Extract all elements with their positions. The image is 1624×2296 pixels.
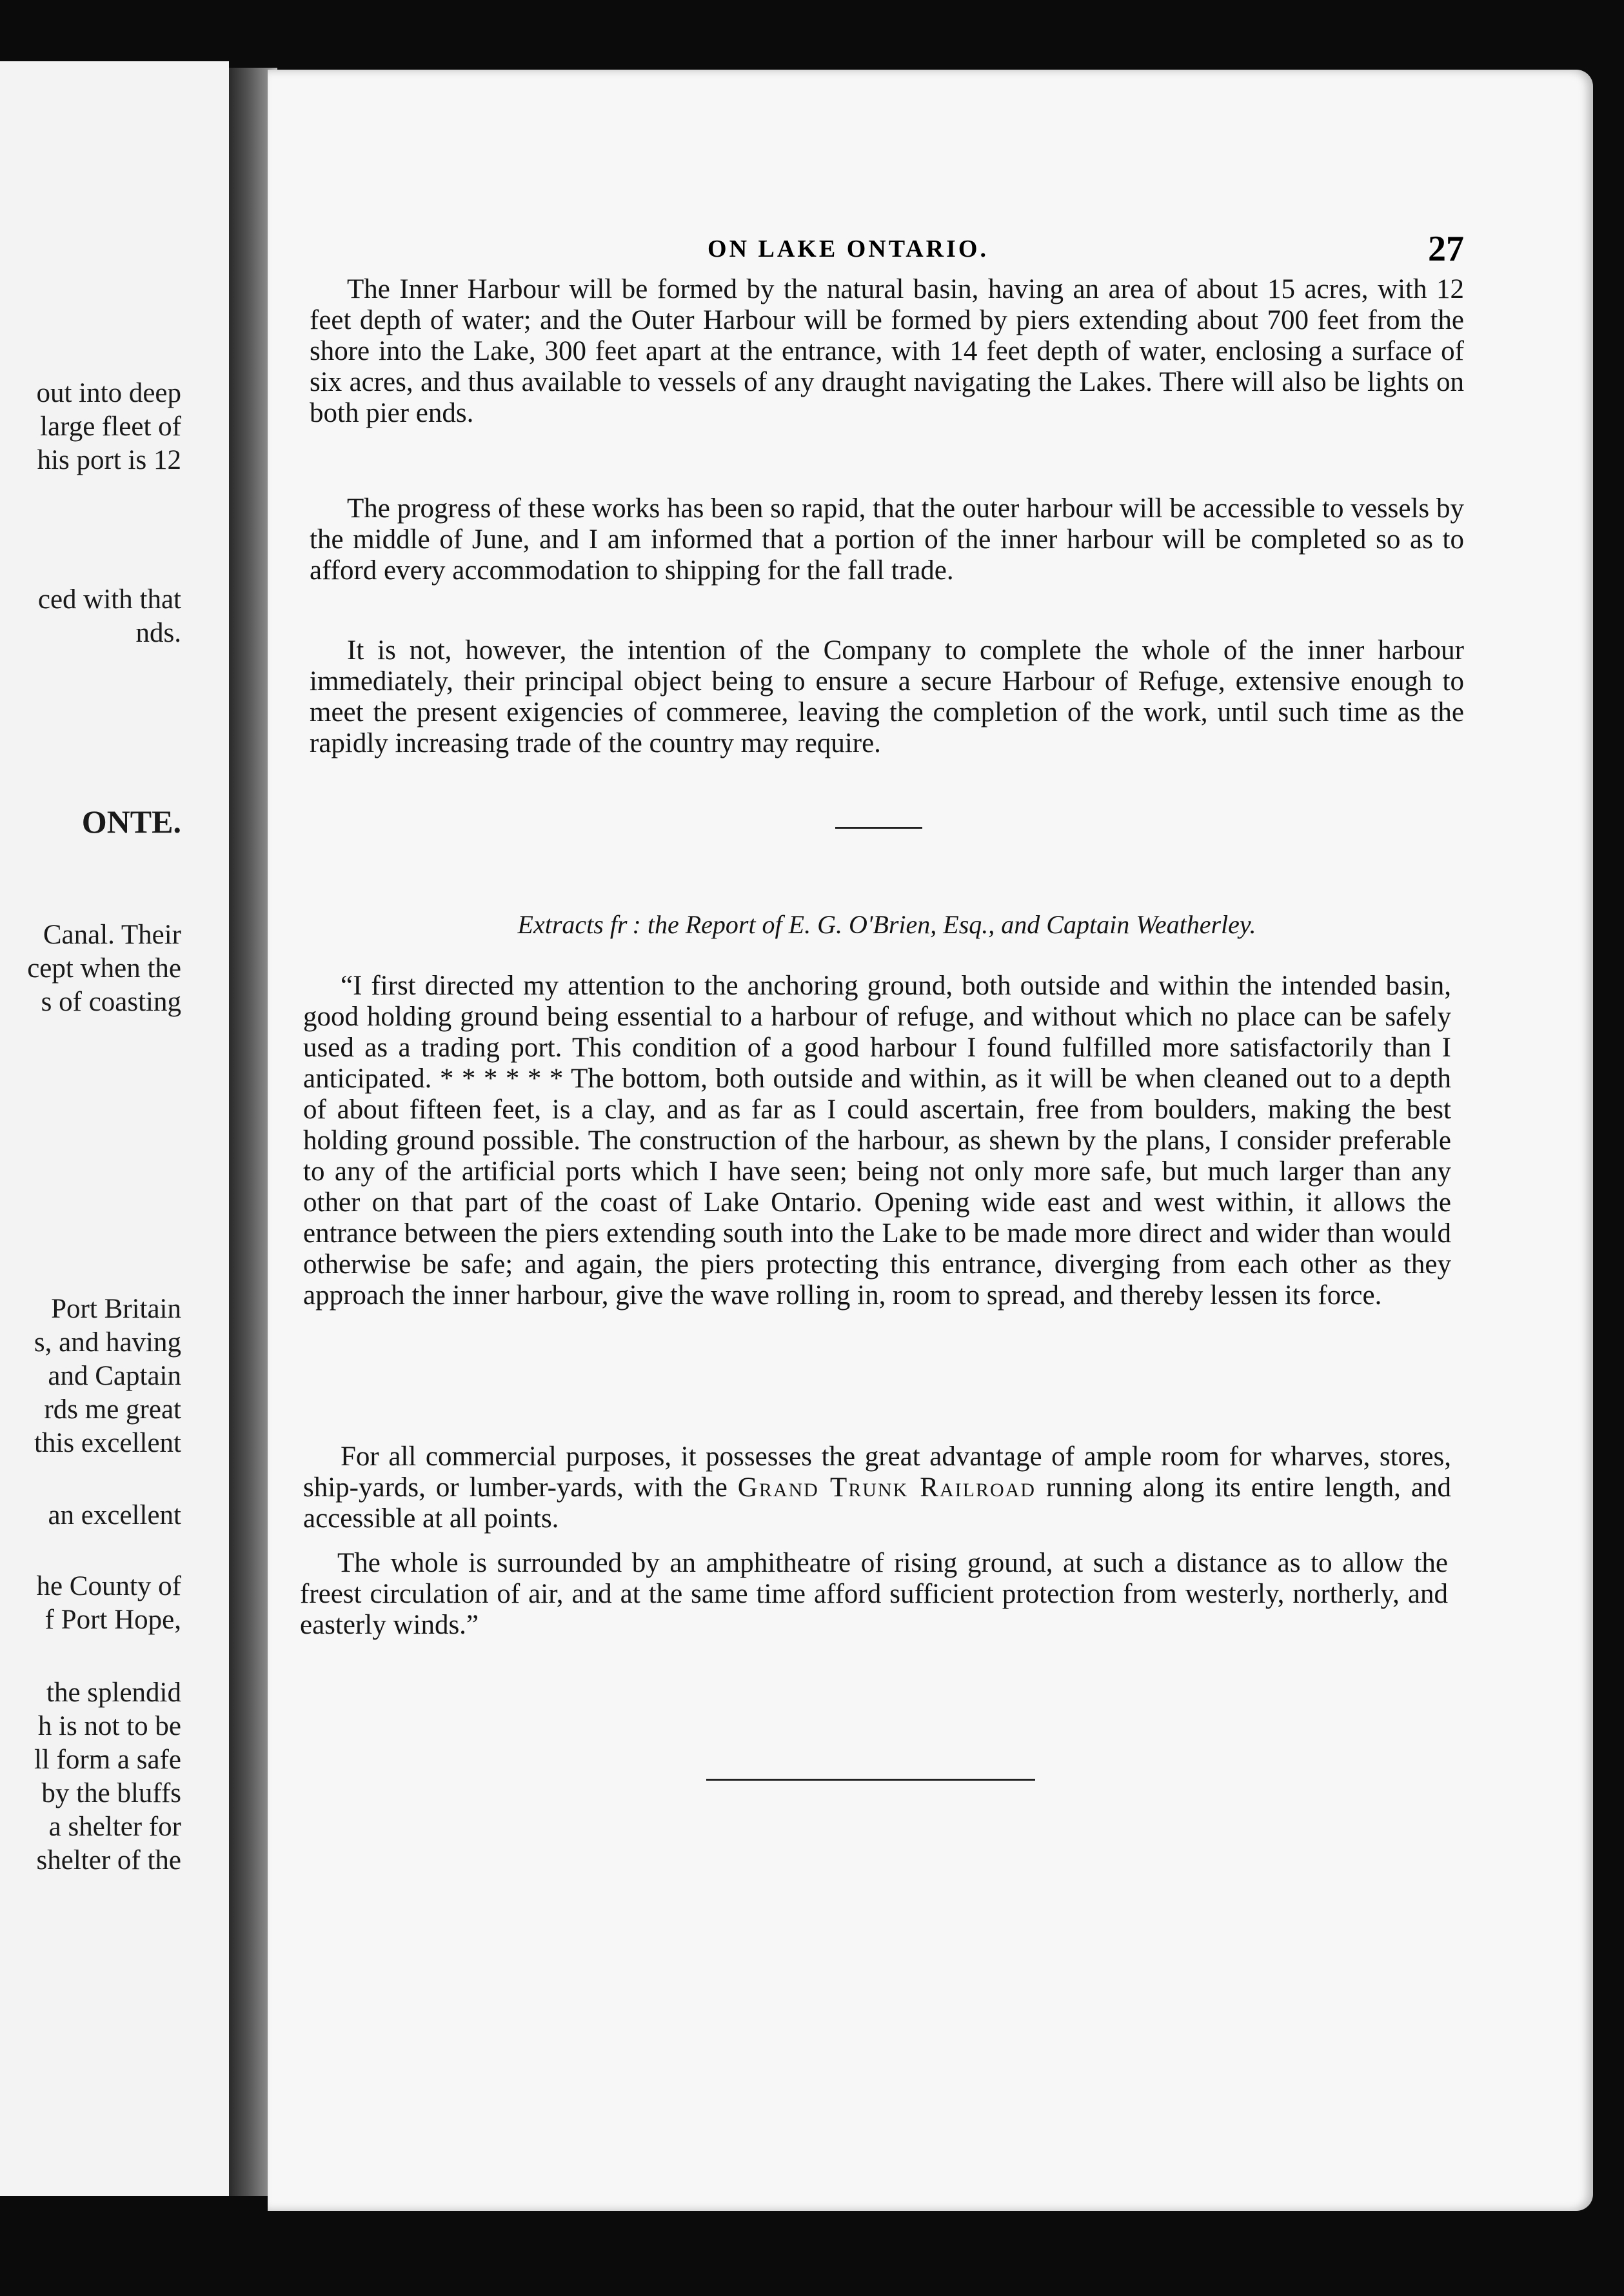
facing-page-line: he County of <box>36 1571 181 1601</box>
quote-paragraph-anchoring: “I first directed my attention to the anchoring ground, both outside and within the intended basin, good holding ground being essential to a harbour of refuge, and without which no place can be safely used as a trading port. This condition of a good harbour I found fulfilled more satisfactorily than I anticipated. * * * * * * The bottom, both outside and within, as it will be when cleaned out to a depth of about fifteen feet, is a clay, and as far as I could ascertain, free from boulders, making the best holding ground possible. The construction of the harbour, as shewn by the plans, I consider preferable to any of the artificial ports which I have seen; being not only more safe, but much larger than any other on that part of the coast of Lake Ontario. Opening wide east and west within, it allows the entrance between the piers extending south into the Lake to be made more direct and wider than would otherwise be safe; and again, the piers protecting this entrance, diverging from each other as they approach the inner harbour, give the wave rolling in, room to spread, and thereby lessen its force. <box>303 971 1451 1311</box>
quote-paragraph-commercial <box>303 1441 1451 1534</box>
facing-page-line: h is not to be <box>37 1711 181 1741</box>
end-rule <box>706 1779 1035 1781</box>
facing-page-line: an excellent <box>48 1500 181 1530</box>
facing-page-line: ll form a safe <box>34 1745 181 1775</box>
facing-page <box>0 61 229 2196</box>
facing-page-heading: ONTE. <box>81 804 181 840</box>
page-number: 27 <box>1428 229 1464 269</box>
facing-page-line: the splendid <box>46 1677 181 1708</box>
running-head <box>310 229 1464 271</box>
extract-caption: Extracts fr : the Report of E. G. O'Brien, Esq., and Captain Weatherley. <box>517 910 1256 939</box>
facing-page-line: ced with that <box>37 584 181 615</box>
section-divider <box>835 827 922 829</box>
facing-page-line: Canal. Their <box>43 920 181 950</box>
facing-page-line: large fleet of <box>40 411 181 442</box>
facing-page-line: by the bluffs <box>41 1778 181 1808</box>
facing-page-line: Port Britain <box>51 1294 181 1324</box>
facing-page-line: s of coasting <box>41 987 181 1017</box>
paragraph-inner-harbour: The Inner Harbour will be formed by the natural basin, having an area of about 15 acres, with 12 feet depth of water; and the Outer Harbour will be formed by piers extending about 700 feet from the shore into the Lake, 300 feet apart at the entrance, with 14 feet depth of water, enclosing a surface of six acres, and thus available to vessels of any draught navigating the Lakes. There will also be lights on both pier ends. <box>310 274 1464 428</box>
facing-page-line: out into deep <box>36 378 181 408</box>
facing-page-line: a shelter for <box>48 1812 181 1842</box>
facing-page-line: rds me great <box>44 1394 181 1425</box>
facing-page-line: shelter of the <box>36 1845 181 1875</box>
quote-text-after: running along its entire length, and accessible at all points. <box>303 1472 1452 1534</box>
facing-page-line: this excellent <box>34 1428 181 1458</box>
quote-text-before: For all commercial purposes, it possesses the great advantage of ample room for wharves, stores, ship-yards, or lumber-yards, with the <box>303 1441 1451 1503</box>
facing-page-line: s, and having <box>34 1327 181 1358</box>
facing-page-line: cept when the <box>27 953 181 984</box>
facing-page-line: and Captain <box>48 1361 181 1391</box>
paragraph-progress: The progress of these works has been so rapid, that the outer harbour will be accessible to vessels by the middle of June, and I am informed that a portion of the inner harbour will be completed so as to afford every accommodation to shipping for the fall trade. <box>310 493 1464 586</box>
quote-paragraph-amphitheatre: The whole is surrounded by an amphitheatre of rising ground, at such a distance as to allow the freest circulation of air, and at the same time afford sufficient protection from westerly, northerly, and easterly winds.” <box>300 1548 1448 1640</box>
facing-page-line: nds. <box>135 618 181 648</box>
railroad-name: Grand Trunk Railroad <box>737 1472 1036 1503</box>
running-title: ON LAKE ONTARIO. <box>708 235 989 262</box>
paragraph-intention: It is not, however, the intention of the Company to complete the whole of the inner harbour immediately, their principal object being to ensure a secure Harbour of Refuge, extensive enough to meet the present exigencies of commeree, leaving the completion of the work, until such time as the rapidly increasing trade of the country may require. <box>310 635 1464 758</box>
facing-page-line: his port is 12 <box>37 445 181 475</box>
facing-page-line: f Port Hope, <box>45 1605 181 1635</box>
